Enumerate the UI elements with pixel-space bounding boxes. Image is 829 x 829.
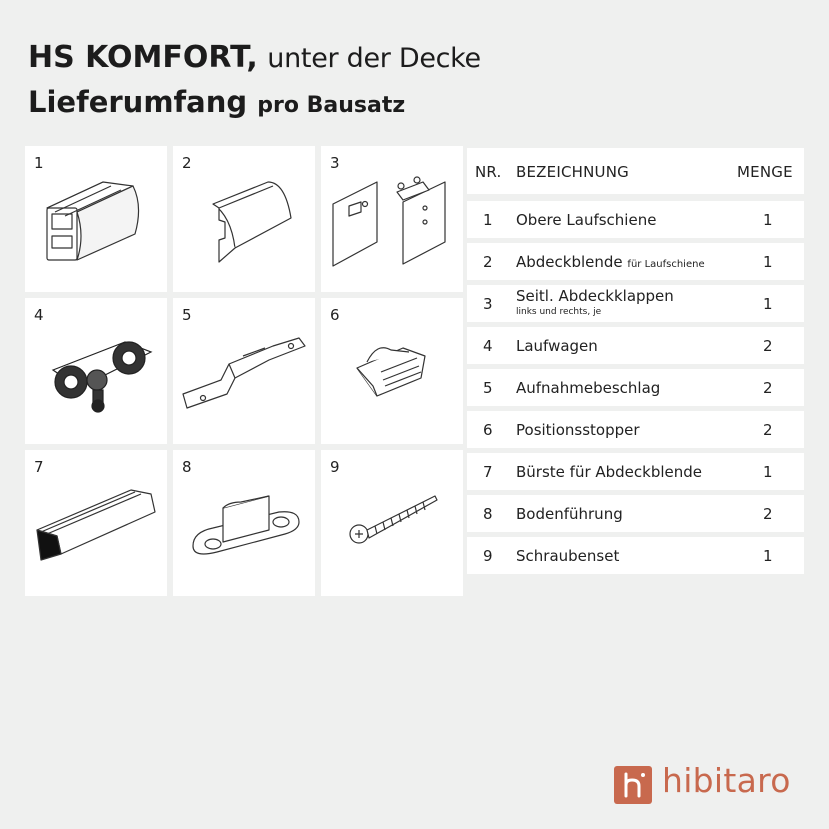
part-number: 4 <box>34 306 44 324</box>
table-header <box>467 148 804 194</box>
part-tile-4 <box>25 298 167 444</box>
table-row: 1 Obere Laufschiene 1 <box>467 201 804 238</box>
table-row: 7 Bürste für Abdeckblende 1 <box>467 453 804 490</box>
part-tile-3 <box>321 146 463 292</box>
part-number: 9 <box>330 458 340 476</box>
cover-strip-icon <box>173 146 315 292</box>
part-number: 7 <box>34 458 44 476</box>
header-nr: NR. <box>475 163 502 181</box>
table-row: 4 Laufwagen 2 <box>467 327 804 364</box>
title-bold: HS KOMFORT, <box>28 40 258 75</box>
part-tile-9 <box>321 450 463 596</box>
side-cover-flaps-icon <box>321 146 463 292</box>
part-tile-6 <box>321 298 463 444</box>
part-tile-7 <box>25 450 167 596</box>
part-number: 2 <box>182 154 192 172</box>
table-row: 3 Seitl. Abdeckklappen links und rechts, je 1 <box>467 285 804 322</box>
table-row: 9 Schraubenset 1 <box>467 537 804 574</box>
page-title <box>28 38 481 79</box>
brush-strip-icon <box>25 450 167 596</box>
header-qty: MENGE <box>737 163 793 181</box>
part-number: 1 <box>34 154 44 172</box>
table-row: 8 Bodenführung 2 <box>467 495 804 532</box>
page-subtitle <box>28 82 405 126</box>
header-name: BEZEICHNUNG <box>516 163 629 181</box>
part-tile-5 <box>173 298 315 444</box>
part-number: 3 <box>330 154 340 172</box>
floor-guide-icon <box>173 450 315 596</box>
part-number: 5 <box>182 306 192 324</box>
brand-mark-icon <box>614 766 652 804</box>
brand-name: hibitaro <box>662 761 791 800</box>
part-tile-8 <box>173 450 315 596</box>
subtitle-bold: Lieferumfang <box>28 85 248 119</box>
table-row: 5 Aufnahmebeschlag 2 <box>467 369 804 406</box>
part-tile-2 <box>173 146 315 292</box>
title-light: unter der Decke <box>267 43 481 74</box>
part-tile-1 <box>25 146 167 292</box>
part-number: 8 <box>182 458 192 476</box>
subtitle-small: pro Bausatz <box>257 93 406 118</box>
part-number: 6 <box>330 306 340 324</box>
position-stopper-icon <box>321 298 463 444</box>
table-row: 2 Abdeckblende für Laufschiene 1 <box>467 243 804 280</box>
roller-carriage-icon <box>25 298 167 444</box>
parts-grid <box>25 146 463 598</box>
table-row: 6 Positionsstopper 2 <box>467 411 804 448</box>
screw-icon <box>321 450 463 596</box>
mounting-bracket-icon <box>173 298 315 444</box>
rail-profile-icon <box>25 146 167 292</box>
